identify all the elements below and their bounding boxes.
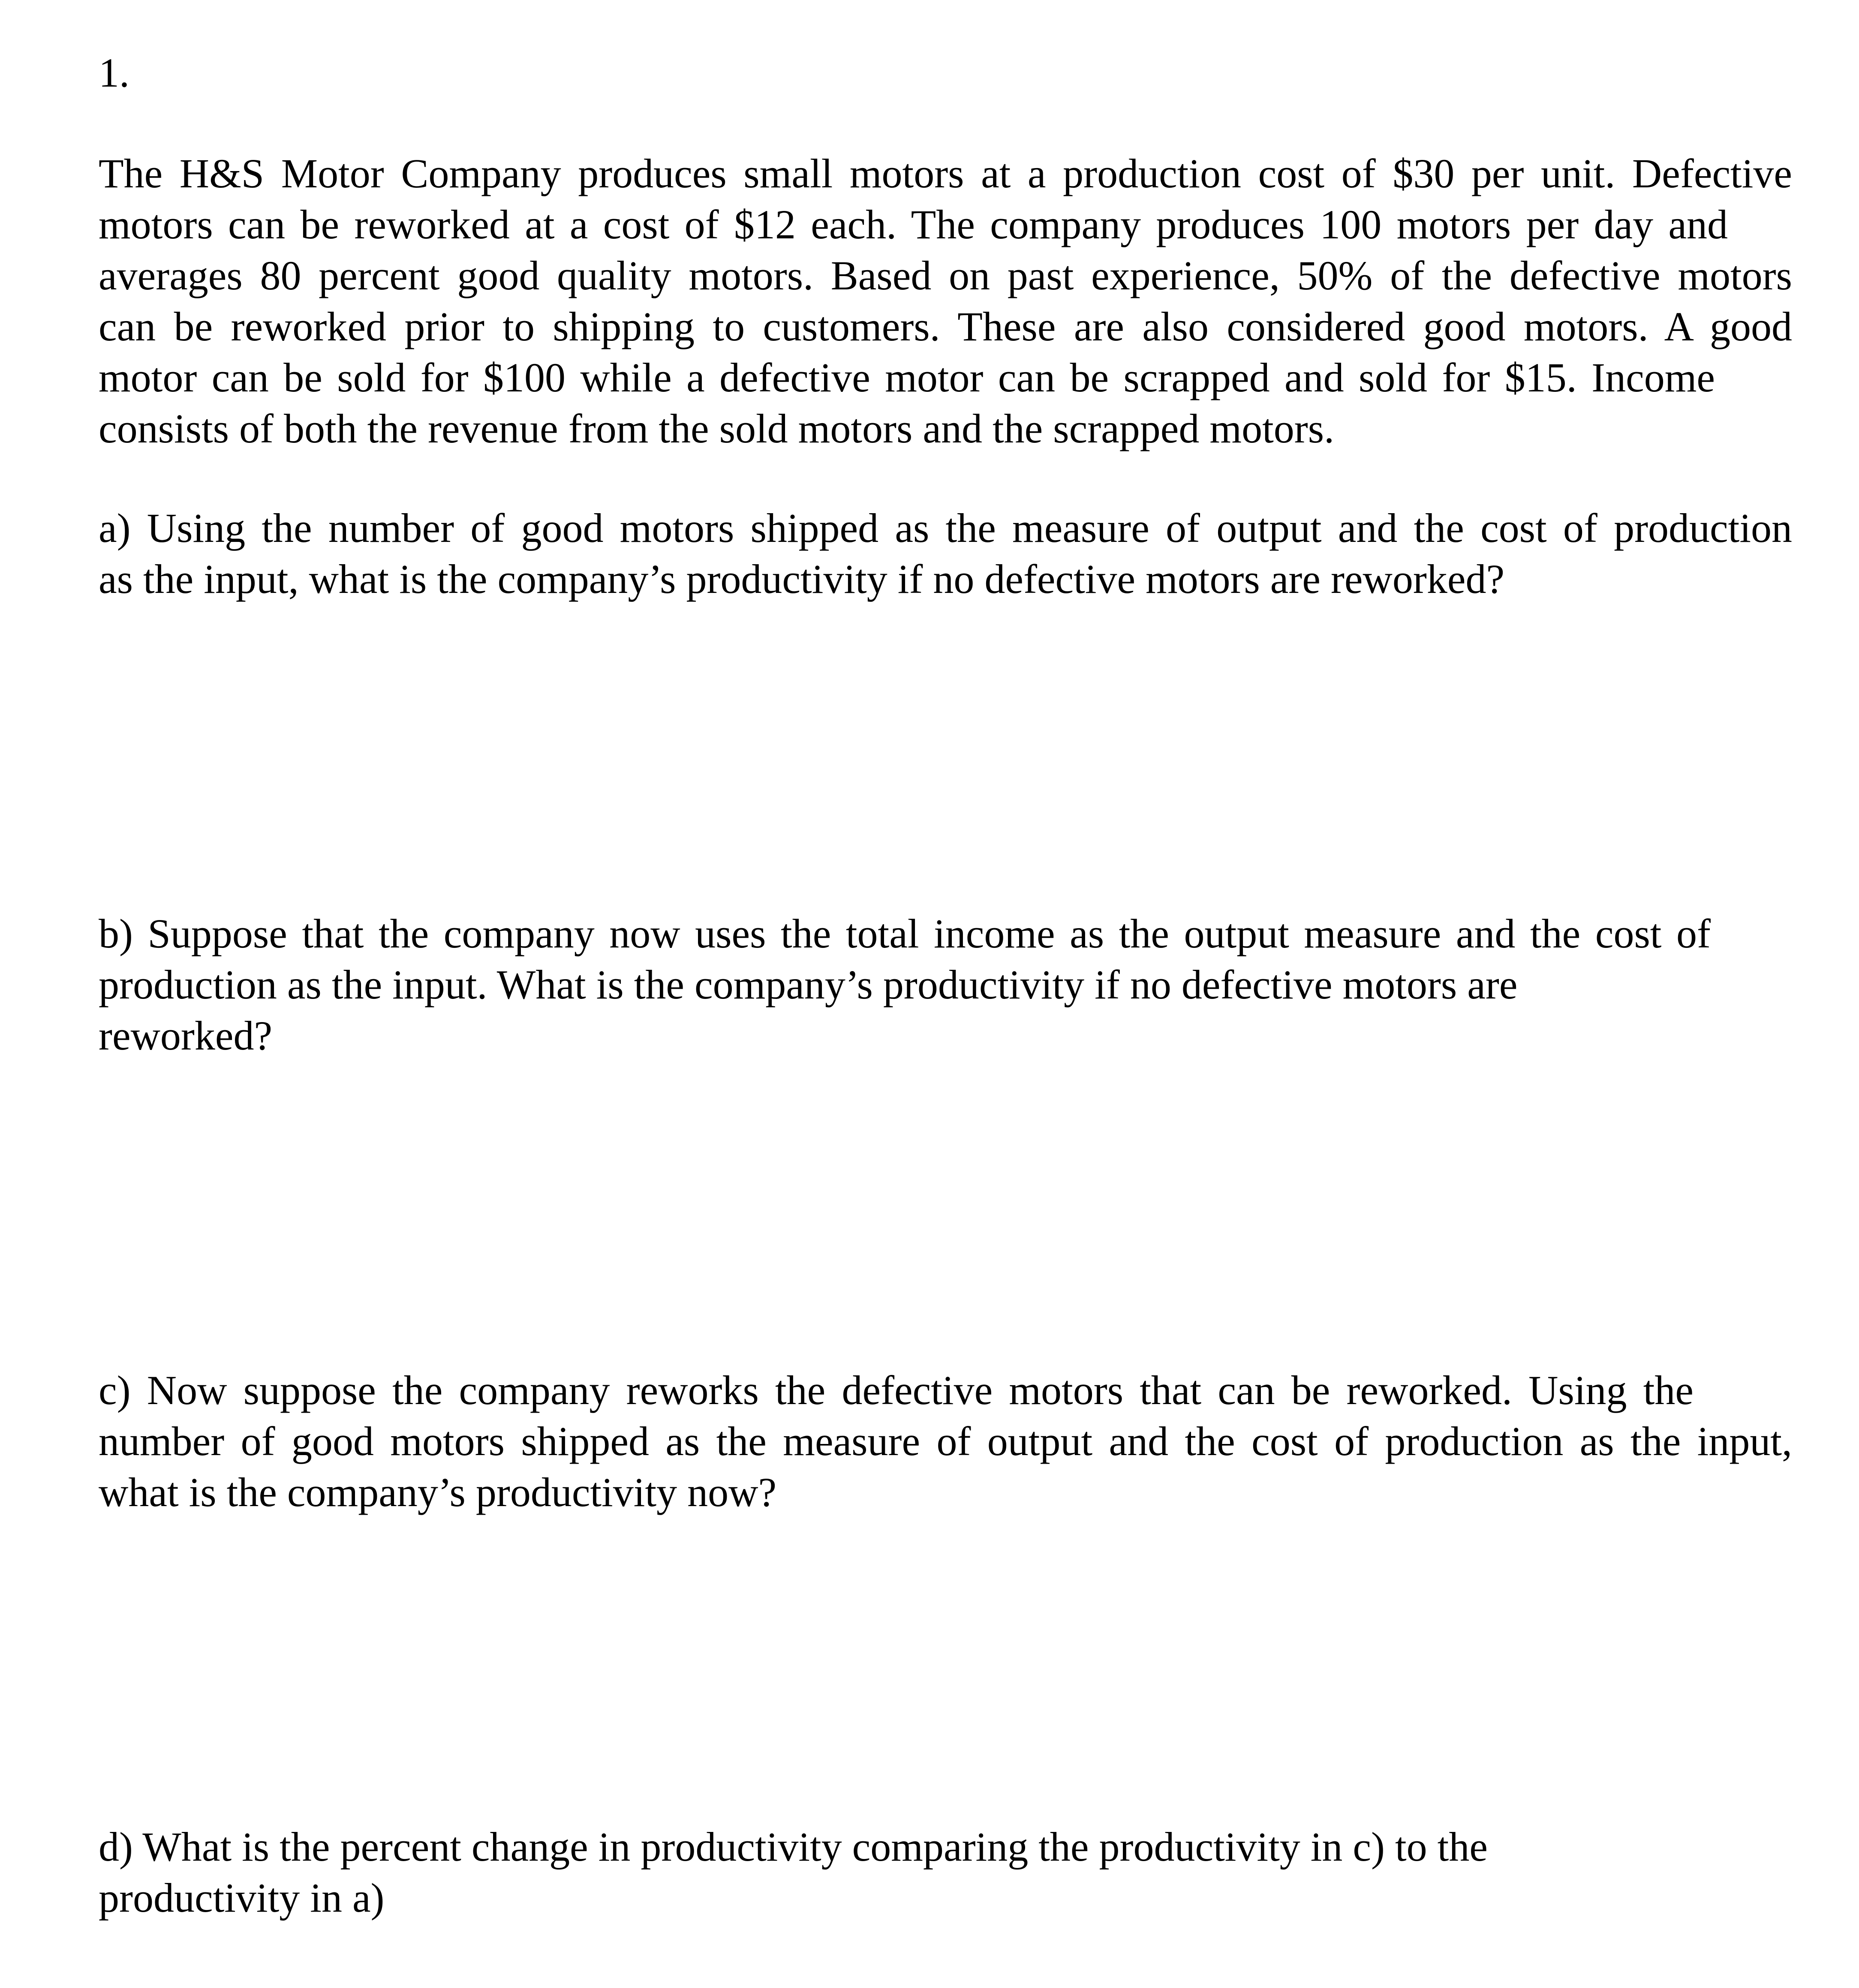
question-a-line: a) Using the number of good motors shipped as the measure of output and the cost of production [99, 505, 1792, 551]
question-a [99, 502, 1792, 605]
question-d [99, 1821, 1792, 1923]
problem-number [99, 47, 1792, 98]
question-d-line: productivity in a) [99, 1875, 385, 1921]
question-b [99, 908, 1792, 1061]
question-b-line: b) Suppose that the company now uses the total income as the output measure and the cost of [99, 911, 1711, 956]
question-d-line: d) What is the percent change in productivity comparing the productivity in c) to the [99, 1824, 1488, 1870]
question-c-line: c) Now suppose the company reworks the defective motors that can be reworked. Using the [99, 1367, 1694, 1413]
problem-intro [99, 148, 1792, 454]
question-a-line: as the input, what is the company’s productivity if no defective motors are reworked? [99, 556, 1505, 602]
question-c-line: what is the company’s productivity now? [99, 1469, 777, 1515]
question-b-line: production as the input. What is the company’s productivity if no defective motors are [99, 962, 1518, 1008]
intro-line: motor can be sold for $100 while a defective motor can be scrapped and sold for $15. Income [99, 355, 1715, 400]
question-b-line: reworked? [99, 1013, 273, 1059]
intro-line: averages 80 percent good quality motors. Based on past experience, 50% of the defective motors [99, 253, 1792, 298]
intro-line: The H&S Motor Company produces small motors at a production cost of $30 per unit. Defective [99, 150, 1792, 196]
intro-line: can be reworked prior to shipping to customers. These are also considered good motors. A good [99, 304, 1792, 349]
intro-line: motors can be reworked at a cost of $12 each. The company produces 100 motors per day and [99, 202, 1728, 247]
intro-line: consists of both the revenue from the sold motors and the scrapped motors. [99, 406, 1335, 451]
question-c [99, 1365, 1792, 1518]
question-c-line: number of good motors shipped as the measure of output and the cost of production as the input, [99, 1418, 1792, 1464]
problem-number-text: 1. [99, 50, 129, 96]
